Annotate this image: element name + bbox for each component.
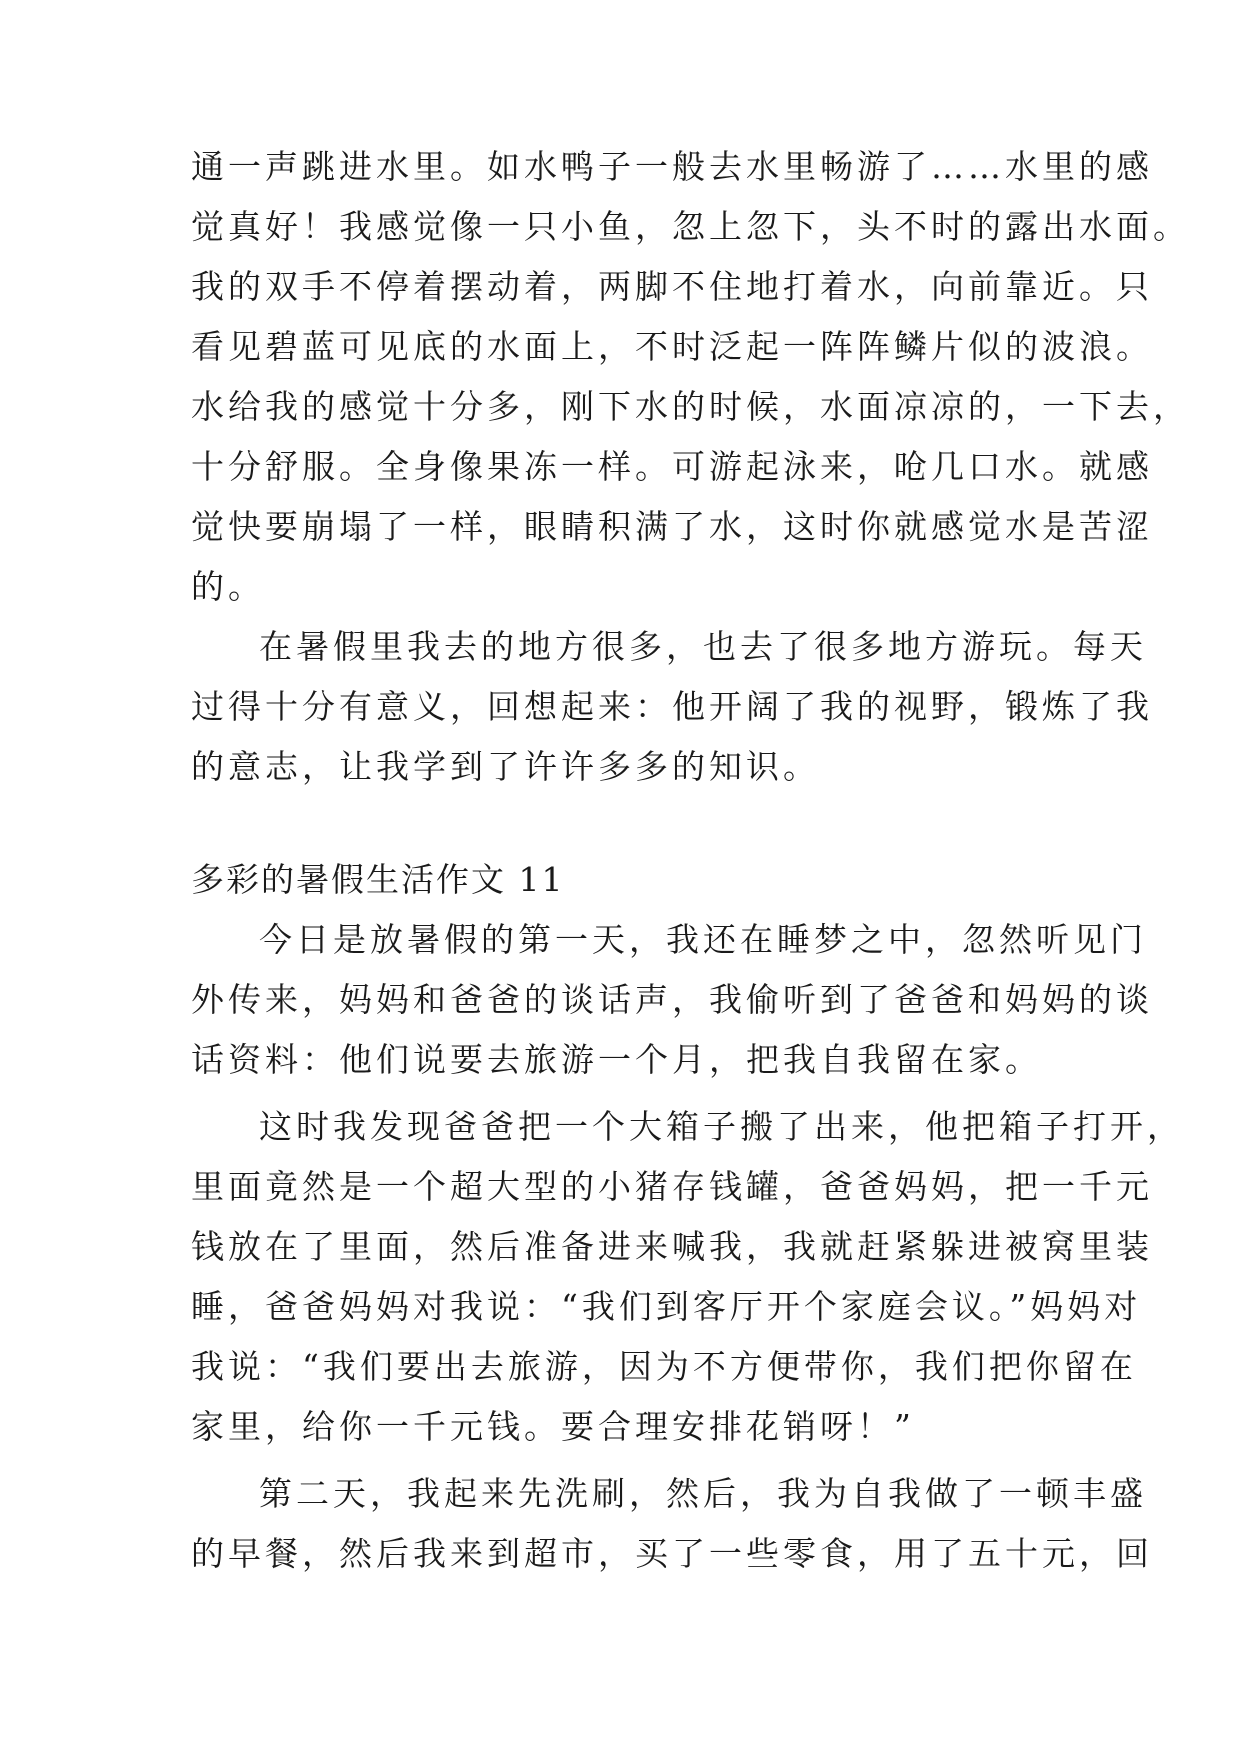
text-line: 的意志，让我学到了许许多多的知识。 [191,747,820,786]
text-line: 睡，爸爸妈妈对我说：“我们到客厅开个家庭会议。”妈妈对 [191,1287,1142,1326]
text-line: 十分舒服。全身像果冻一样。可游起泳来，呛几口水。就感 [191,447,1153,486]
paragraph-first-line: 第二天，我起来先洗刷，然后，我为自我做了一顿丰盛 [259,1474,1147,1513]
text-line: 外传来，妈妈和爸爸的谈话声，我偷听到了爸爸和妈妈的谈 [191,980,1153,1019]
text-line: 钱放在了里面，然后准备进来喊我，我就赶紧躲进被窝里装 [191,1227,1153,1266]
text-line: 话资料：他们说要去旅游一个月，把我自我留在家。 [191,1040,1042,1079]
paragraph-first-line: 在暑假里我去的地方很多，也去了很多地方游玩。每天 [259,627,1147,666]
text-line: 觉快要崩塌了一样，眼睛积满了水，这时你就感觉水是苦涩 [191,507,1153,546]
text-line: 水给我的感觉十分多，刚下水的时候，水面凉凉的，一下去， [191,387,1190,426]
section-heading: 多彩的暑假生活作文 11 [191,860,565,899]
text-line: 过得十分有意义，回想起来：他开阔了我的视野，锻炼了我 [191,687,1153,726]
text-line: 我的双手不停着摆动着，两脚不住地打着水，向前靠近。只 [191,267,1153,306]
paragraph-first-line: 这时我发现爸爸把一个大箱子搬了出来，他把箱子打开， [259,1107,1184,1146]
text-line: 家里，给你一千元钱。要合理安排花销呀！” [191,1407,915,1446]
text-line: 通一声跳进水里。如水鸭子一般去水里畅游了……水里的感 [191,147,1153,186]
paragraph-first-line: 今日是放暑假的第一天，我还在睡梦之中，忽然听见门 [259,920,1147,959]
text-line: 我说：“我们要出去旅游，因为不方便带你，我们把你留在 [191,1347,1137,1386]
text-line: 的早餐，然后我来到超市，买了一些零食，用了五十元，回 [191,1534,1153,1573]
text-line: 看见碧蓝可见底的水面上，不时泛起一阵阵鳞片似的波浪。 [191,327,1153,366]
text-line: 里面竟然是一个超大型的小猪存钱罐，爸爸妈妈，把一千元 [191,1167,1153,1206]
text-line: 的。 [191,567,265,606]
text-line: 觉真好！我感觉像一只小鱼，忽上忽下，头不时的露出水面。 [191,207,1190,246]
